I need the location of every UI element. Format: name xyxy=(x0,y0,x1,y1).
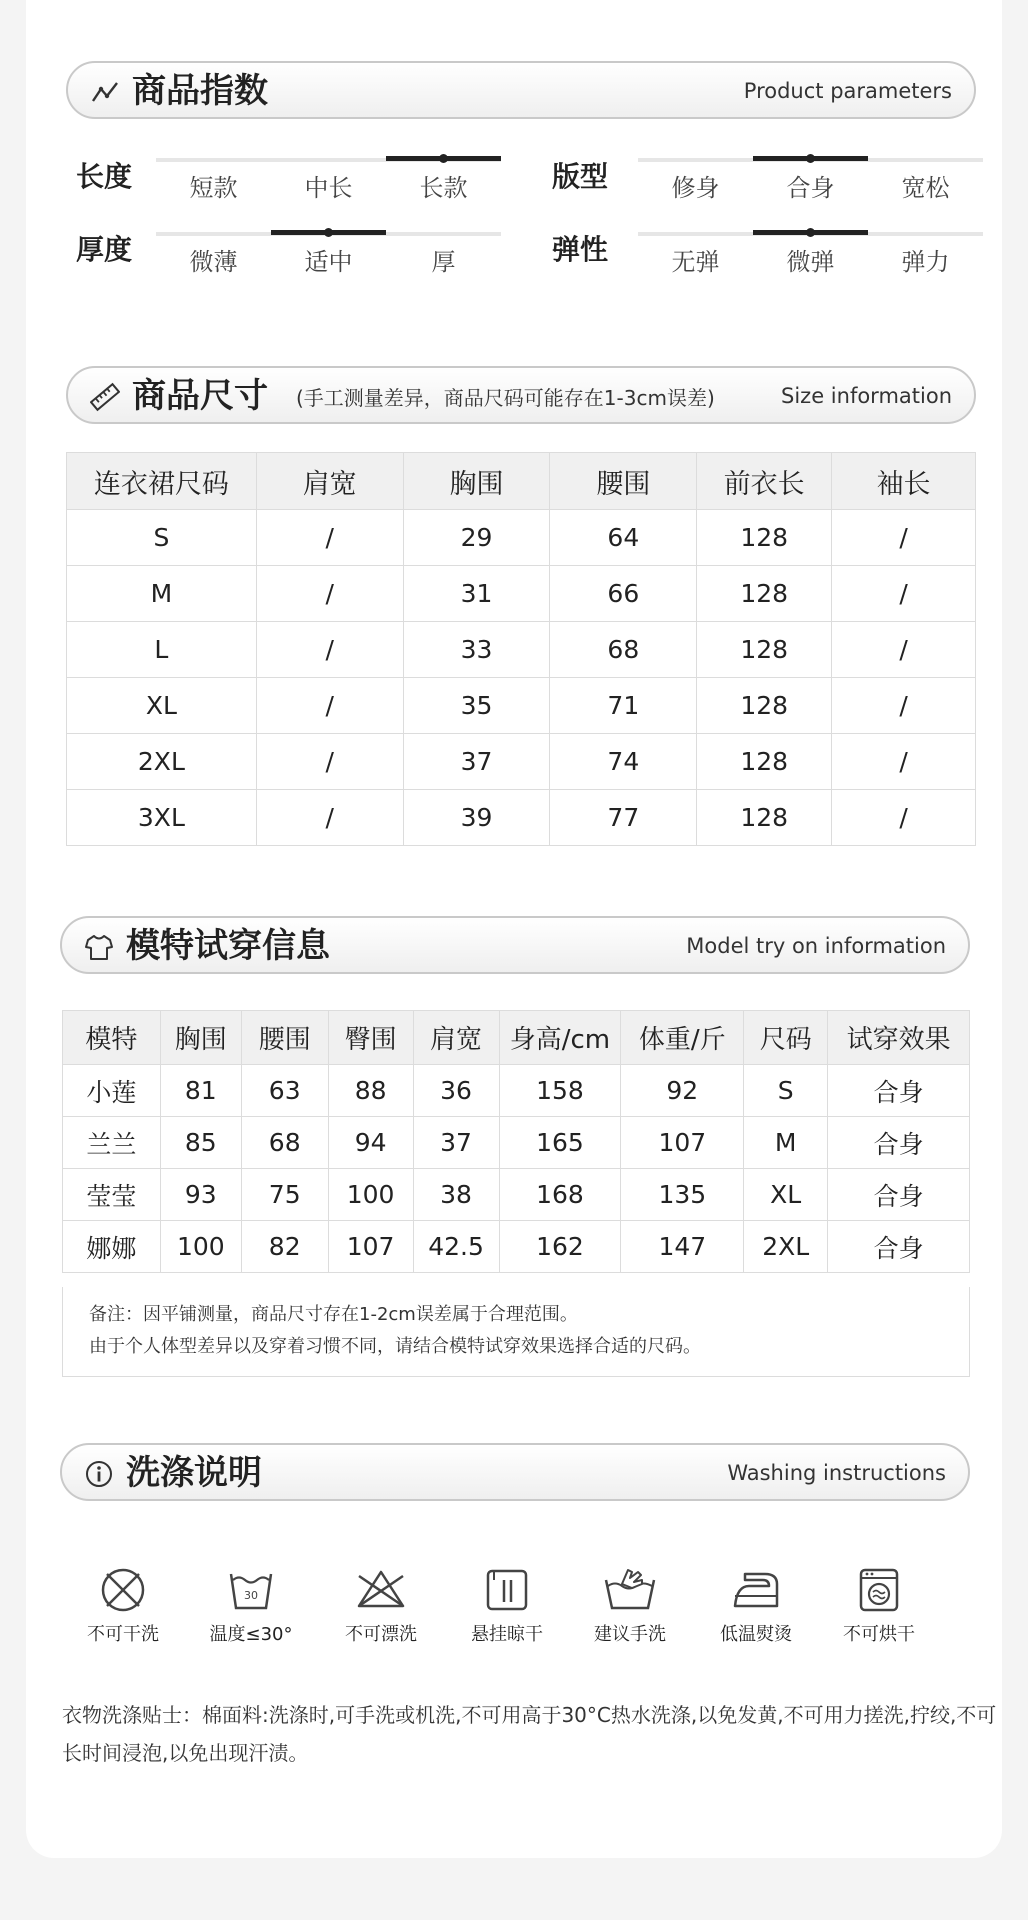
param-label: 版型 xyxy=(552,160,609,193)
column-header: 袖长 xyxy=(832,453,976,510)
table-cell: 合身 xyxy=(828,1117,970,1169)
table-cell: 68 xyxy=(241,1117,328,1169)
tips-text: 棉面料:洗涤时,可手洗或机洗,不可用高于30°C热水洗涤,以免发黄,不可用力搓洗,拧绞,不可长时间浸泡,以免出现汗渍。 xyxy=(62,1703,997,1765)
table-cell: M xyxy=(67,566,257,622)
table-row xyxy=(67,510,976,566)
table-cell: 158 xyxy=(499,1065,621,1117)
section-title: 商品尺寸 xyxy=(132,376,268,416)
column-header: 臀围 xyxy=(328,1011,413,1065)
iron-low-icon xyxy=(701,1566,811,1646)
column-header: 腰围 xyxy=(550,453,697,510)
table-cell: 135 xyxy=(621,1169,744,1221)
table-cell: 37 xyxy=(403,734,550,790)
no-bleach-icon xyxy=(326,1566,436,1646)
wash-30-badge: 30 xyxy=(244,1589,258,1602)
wash-30-icon xyxy=(196,1566,306,1646)
table-cell: 128 xyxy=(697,790,832,846)
table-cell: 74 xyxy=(550,734,697,790)
table-cell: 165 xyxy=(499,1117,621,1169)
table-row xyxy=(67,790,976,846)
table-cell: XL xyxy=(67,678,257,734)
wash-label: 低温熨烫 xyxy=(720,1624,792,1645)
size-table xyxy=(66,452,976,846)
table-cell: 147 xyxy=(621,1221,744,1273)
column-header: 连衣裙尺码 xyxy=(67,453,257,510)
column-header: 腰围 xyxy=(241,1011,328,1065)
table-cell: 128 xyxy=(697,678,832,734)
note-line: 由于个人体型差异以及穿着习惯不同，请结合模特试穿效果选择合适的尺码。 xyxy=(89,1336,701,1357)
section-header-wash xyxy=(60,1443,970,1501)
column-header: 胸围 xyxy=(160,1011,241,1065)
table-cell: 162 xyxy=(499,1221,621,1273)
no-tumble-dry-icon xyxy=(824,1566,934,1646)
table-cell: 42.5 xyxy=(413,1221,499,1273)
param-selected-dot xyxy=(806,154,815,163)
table-cell: 合身 xyxy=(828,1065,970,1117)
table-cell: 合身 xyxy=(828,1169,970,1221)
table-cell: 37 xyxy=(413,1117,499,1169)
table-cell: 33 xyxy=(403,622,550,678)
table-cell: 85 xyxy=(160,1117,241,1169)
param-selected-dot xyxy=(806,228,815,237)
column-header: 前衣长 xyxy=(697,453,832,510)
table-cell: 128 xyxy=(697,566,832,622)
table-cell: 31 xyxy=(403,566,550,622)
washing-tips xyxy=(62,1696,1002,1772)
param-selected-dot xyxy=(439,154,448,163)
note-line: 备注：因平铺测量，商品尺寸存在1-2cm误差属于合理范围。 xyxy=(89,1304,578,1325)
table-cell: 63 xyxy=(241,1065,328,1117)
table-cell: 35 xyxy=(403,678,550,734)
hand-wash-icon xyxy=(575,1566,685,1646)
table-cell: S xyxy=(67,510,257,566)
wash-label: 不可干洗 xyxy=(87,1624,159,1645)
table-cell: / xyxy=(256,622,403,678)
table-cell: 100 xyxy=(328,1169,413,1221)
param-option: 弹力 xyxy=(901,248,950,276)
table-cell: 107 xyxy=(621,1117,744,1169)
hang-dry-icon xyxy=(452,1566,562,1646)
table-cell: 29 xyxy=(403,510,550,566)
param-option: 宽松 xyxy=(901,174,950,202)
table-cell: / xyxy=(832,566,976,622)
table-cell: / xyxy=(832,790,976,846)
wash-label: 温度≤30° xyxy=(209,1624,293,1645)
table-row xyxy=(67,622,976,678)
param-label: 长度 xyxy=(76,160,133,193)
table-cell: 64 xyxy=(550,510,697,566)
param-option: 合身 xyxy=(786,174,835,202)
param-option: 微弹 xyxy=(786,248,835,276)
table-cell: 92 xyxy=(621,1065,744,1117)
table-cell: 94 xyxy=(328,1117,413,1169)
param-option: 短款 xyxy=(189,174,238,202)
model-table xyxy=(62,1010,970,1273)
table-cell: 3XL xyxy=(67,790,257,846)
section-title-en: Model try on information xyxy=(686,934,946,958)
trend-icon xyxy=(90,77,120,107)
table-cell: 小莲 xyxy=(63,1065,161,1117)
table-cell: 93 xyxy=(160,1169,241,1221)
table-cell: 81 xyxy=(160,1065,241,1117)
section-title: 洗涤说明 xyxy=(126,1453,262,1493)
column-header: 模特 xyxy=(63,1011,161,1065)
table-row xyxy=(63,1065,970,1117)
table-cell: XL xyxy=(744,1169,828,1221)
table-header-row xyxy=(63,1011,970,1065)
table-cell: / xyxy=(832,510,976,566)
section-title-en: Washing instructions xyxy=(727,1461,946,1485)
wash-label: 建议手洗 xyxy=(594,1624,666,1645)
table-cell: 128 xyxy=(697,622,832,678)
param-scale-track xyxy=(156,158,501,162)
table-cell: 82 xyxy=(241,1221,328,1273)
table-cell: / xyxy=(256,510,403,566)
param-label: 厚度 xyxy=(76,233,133,266)
column-header: 肩宽 xyxy=(413,1011,499,1065)
param-selected-dot xyxy=(324,228,333,237)
column-header: 尺码 xyxy=(744,1011,828,1065)
table-cell: / xyxy=(256,678,403,734)
param-option: 厚 xyxy=(431,248,456,276)
table-cell: / xyxy=(256,566,403,622)
table-cell: 77 xyxy=(550,790,697,846)
table-cell: / xyxy=(832,622,976,678)
param-option: 长款 xyxy=(419,174,468,202)
table-cell: L xyxy=(67,622,257,678)
table-cell: 36 xyxy=(413,1065,499,1117)
param-option: 适中 xyxy=(304,248,353,276)
section-header-model xyxy=(60,916,970,974)
table-cell: 兰兰 xyxy=(63,1117,161,1169)
param-label: 弹性 xyxy=(552,233,609,266)
table-cell: 128 xyxy=(697,734,832,790)
column-header: 体重/斤 xyxy=(621,1011,744,1065)
table-cell: 66 xyxy=(550,566,697,622)
column-header: 试穿效果 xyxy=(828,1011,970,1065)
wash-label: 不可漂洗 xyxy=(345,1624,417,1645)
table-cell: 128 xyxy=(697,510,832,566)
wash-label: 不可烘干 xyxy=(843,1624,915,1645)
table-cell: 68 xyxy=(550,622,697,678)
table-cell: / xyxy=(256,790,403,846)
no-dry-clean-icon xyxy=(68,1566,178,1646)
section-note: (手工测量差异，商品尺码可能存在1-3cm误差) xyxy=(296,386,715,410)
column-header: 胸围 xyxy=(403,453,550,510)
table-cell: 168 xyxy=(499,1169,621,1221)
table-cell: 39 xyxy=(403,790,550,846)
param-option: 无弹 xyxy=(671,248,720,276)
table-cell: 75 xyxy=(241,1169,328,1221)
section-title-en: Size information xyxy=(781,384,952,408)
table-row xyxy=(63,1169,970,1221)
table-cell: 2XL xyxy=(67,734,257,790)
column-header: 肩宽 xyxy=(256,453,403,510)
table-cell: / xyxy=(832,678,976,734)
model-note xyxy=(62,1287,970,1377)
section-title: 商品指数 xyxy=(132,71,268,111)
table-row xyxy=(67,678,976,734)
column-header: 身高/cm xyxy=(499,1011,621,1065)
table-cell: S xyxy=(744,1065,828,1117)
table-cell: 88 xyxy=(328,1065,413,1117)
table-row xyxy=(63,1221,970,1273)
table-cell: M xyxy=(744,1117,828,1169)
table-cell: 2XL xyxy=(744,1221,828,1273)
section-title: 模特试穿信息 xyxy=(126,926,330,966)
shirt-icon xyxy=(84,932,114,962)
table-row xyxy=(67,734,976,790)
table-cell: 107 xyxy=(328,1221,413,1273)
table-cell: 娜娜 xyxy=(63,1221,161,1273)
param-option: 修身 xyxy=(671,174,720,202)
param-scale-track xyxy=(156,232,501,236)
table-cell: 71 xyxy=(550,678,697,734)
ruler-icon xyxy=(90,382,120,412)
table-cell: 100 xyxy=(160,1221,241,1273)
param-option: 中长 xyxy=(304,174,353,202)
info-icon xyxy=(84,1459,114,1489)
table-row xyxy=(67,566,976,622)
section-header-size xyxy=(66,366,976,424)
table-cell: / xyxy=(256,734,403,790)
table-cell: / xyxy=(832,734,976,790)
table-cell: 合身 xyxy=(828,1221,970,1273)
param-scale-track xyxy=(638,232,983,236)
section-header-params xyxy=(66,61,976,119)
table-cell: 莹莹 xyxy=(63,1169,161,1221)
param-option: 微薄 xyxy=(189,248,238,276)
table-header-row xyxy=(67,453,976,510)
param-scale-track xyxy=(638,158,983,162)
tips-label: 衣物洗涤贴士： xyxy=(62,1703,202,1727)
wash-label: 悬挂晾干 xyxy=(471,1624,543,1645)
table-row xyxy=(63,1117,970,1169)
section-title-en: Product parameters xyxy=(743,79,952,103)
table-cell: 38 xyxy=(413,1169,499,1221)
